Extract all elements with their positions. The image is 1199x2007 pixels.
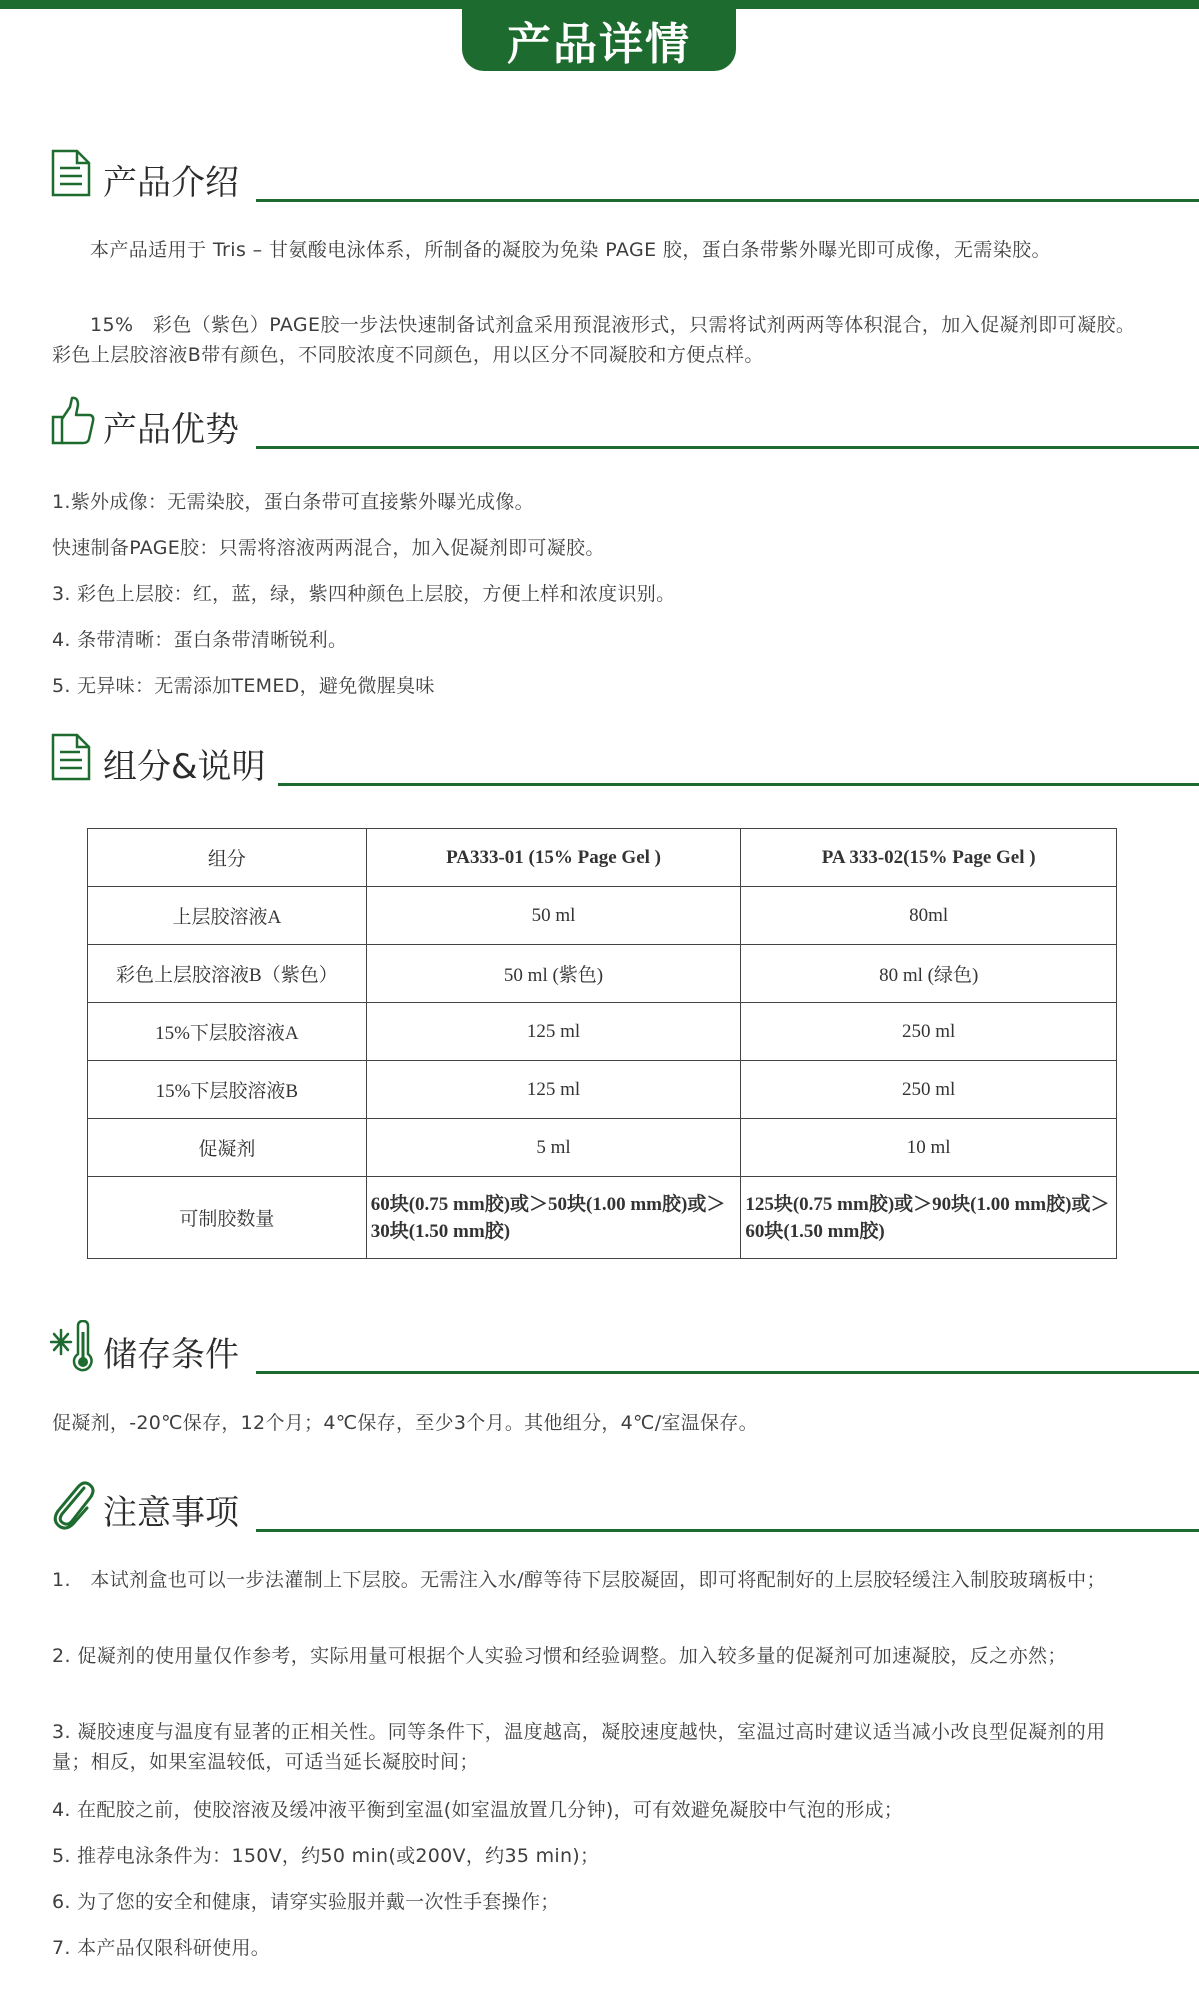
table-cell: 50 ml [366, 887, 741, 945]
section-header-components [50, 732, 1199, 792]
note-item: 2. 促凝剂的使用量仅作参考，实际用量可根据个人实验习惯和经验调整。加入较多量的促凝剂可加速凝胶，反之亦然； [52, 1645, 1067, 1667]
section-title: 储存条件 [103, 1335, 239, 1375]
table-cell: 125 ml [366, 1003, 741, 1061]
section-divider [256, 1529, 1199, 1532]
table-header-cell: PA 333-02(15% Page Gel ) [741, 829, 1117, 887]
paperclip-icon [50, 1478, 96, 1530]
table-row [88, 945, 1117, 1003]
table-cell: 60块(0.75 mm胶)或＞50块(1.00 mm胶)或＞30块(1.50 mm胶) [366, 1177, 741, 1259]
table-cell: 80ml [741, 887, 1117, 945]
section-divider [256, 199, 1199, 202]
table-cell: 250 ml [741, 1003, 1117, 1061]
section-divider [256, 446, 1199, 449]
table-row [88, 1003, 1117, 1061]
thumbs-up-icon [50, 395, 96, 447]
table-row [88, 1119, 1117, 1177]
advantage-item: 3. 彩色上层胶：红，蓝，绿，紫四种颜色上层胶，方便上样和浓度识别。 [52, 583, 676, 605]
section-title: 产品优势 [103, 410, 239, 450]
components-table [87, 828, 1117, 1259]
section-header-notes [50, 1478, 1199, 1538]
section-header-intro [50, 148, 1199, 208]
table-row [88, 1061, 1117, 1119]
thermometer-snowflake-icon [50, 1320, 96, 1372]
advantage-item: 5. 无异味：无需添加TEMED，避免微腥臭味 [52, 675, 435, 697]
note-item: 5. 推荐电泳条件为：150V，约50 min(或200V，约35 min)； [52, 1845, 600, 1867]
section-divider [256, 1371, 1199, 1374]
section-title: 注意事项 [103, 1493, 239, 1533]
table-header-cell: 组分 [88, 829, 367, 887]
intro-paragraph: 15% 彩色（紫色）PAGE胶一步法快速制备试剂盒采用预混液形式，只需将试剂两两等体积混合，加入促凝剂即可凝胶。彩色上层胶溶液B带有颜色，不同胶浓度不同颜色，用以区分不同凝胶和方便点样。 [52, 314, 1136, 366]
table-header-cell: PA333-01 (15% Page Gel ) [366, 829, 741, 887]
note-item: 4. 在配胶之前，使胶溶液及缓冲液平衡到室温(如室温放置几分钟)，可有效避免凝胶中气泡的形成； [52, 1799, 904, 1821]
table-row [88, 1177, 1117, 1259]
section-header-advantages [50, 395, 1199, 455]
table-cell: 5 ml [366, 1119, 741, 1177]
document-icon [50, 148, 92, 198]
table-cell: 10 ml [741, 1119, 1117, 1177]
section-title: 组分&说明 [103, 747, 266, 787]
note-item: 1. 本试剂盒也可以一步法灌制上下层胶。无需注入水/醇等待下层胶凝固，即可将配制好的上层胶轻缓注入制胶玻璃板中； [52, 1569, 1106, 1591]
section-header-storage [50, 1320, 1199, 1380]
section-divider [278, 783, 1199, 786]
table-cell: 上层胶溶液A [88, 887, 367, 945]
table-cell: 125 ml [366, 1061, 741, 1119]
table-cell: 促凝剂 [88, 1119, 367, 1177]
advantage-item: 1.紫外成像：无需染胶，蛋白条带可直接紫外曝光成像。 [52, 491, 534, 513]
table-header-row [88, 829, 1117, 887]
intro-paragraph: 本产品适用于 Tris – 甘氨酸电泳体系，所制备的凝胶为免染 PAGE 胶，蛋白条带紫外曝光即可成像，无需染胶。 [90, 239, 1051, 261]
advantage-item: 快速制备PAGE胶：只需将溶液两两混合，加入促凝剂即可凝胶。 [52, 537, 605, 559]
document-icon [50, 732, 92, 782]
table-cell: 15%下层胶溶液A [88, 1003, 367, 1061]
page-banner [462, 8, 736, 71]
table-cell: 125块(0.75 mm胶)或＞90块(1.00 mm胶)或＞60块(1.50 mm胶) [741, 1177, 1117, 1259]
note-item: 7. 本产品仅限科研使用。 [52, 1937, 271, 1959]
advantage-item: 4. 条带清晰：蛋白条带清晰锐利。 [52, 629, 348, 651]
table-cell: 80 ml (绿色) [741, 945, 1117, 1003]
table-cell: 50 ml (紫色) [366, 945, 741, 1003]
note-item: 6. 为了您的安全和健康，请穿实验服并戴一次性手套操作； [52, 1891, 560, 1913]
table-cell: 彩色上层胶溶液B（紫色） [88, 945, 367, 1003]
table-cell: 15%下层胶溶液B [88, 1061, 367, 1119]
section-title: 产品介绍 [103, 163, 239, 203]
table-cell: 250 ml [741, 1061, 1117, 1119]
table-cell: 可制胶数量 [88, 1177, 367, 1259]
note-item: 3. 凝胶速度与温度有显著的正相关性。同等条件下，温度越高，凝胶速度越快，室温过高时建议适当减小改良型促凝剂的用量；相反，如果室温较低，可适当延长凝胶时间； [52, 1721, 1106, 1773]
table-row [88, 887, 1117, 945]
storage-text: 促凝剂，-20℃保存，12个月；4℃保存，至少3个月。其他组分，4℃/室温保存。 [52, 1412, 758, 1434]
banner-title: 产品详情 [507, 18, 691, 70]
